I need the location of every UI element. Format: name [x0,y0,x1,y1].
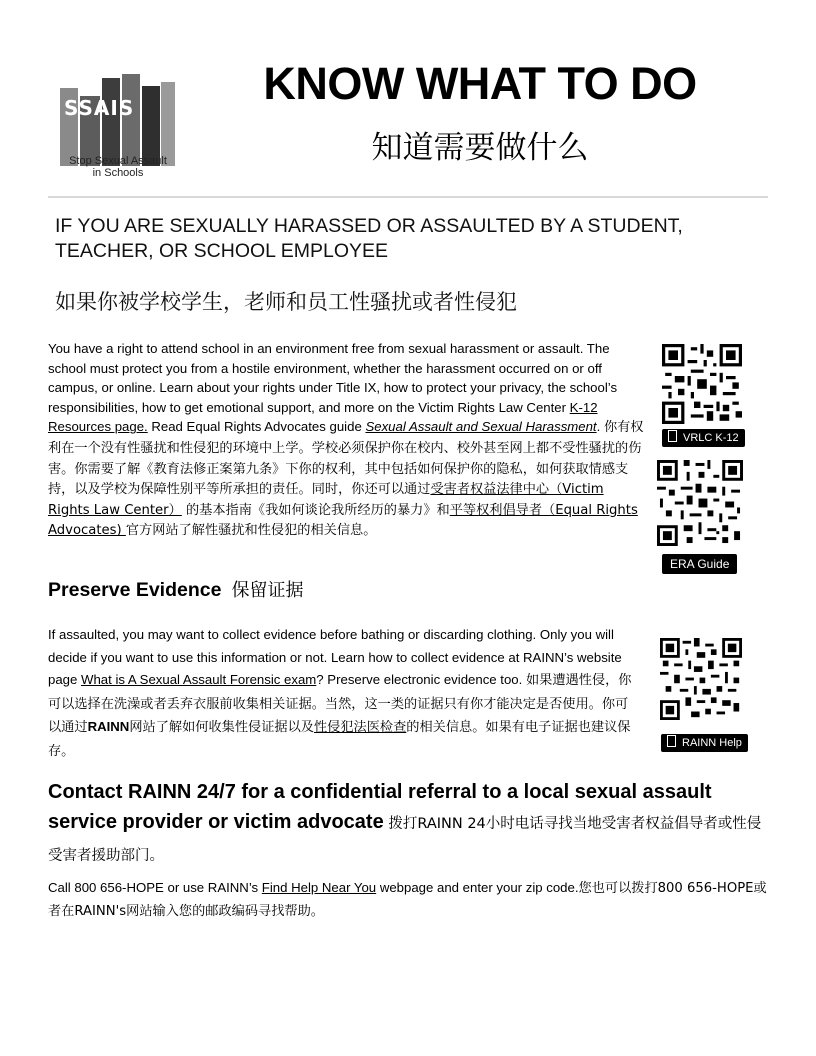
preserve-heading-zh: 保留证据 [231,580,304,601]
preserve-text-1: If assaulted, you may want to collect evidence before bathing or discarding clothing. Only you will decide if you want to use this information or not. Learn how to collect evidence at RAINN’s website page [48,627,622,688]
logo-book [161,82,175,166]
era-qr-label [662,554,737,574]
contact-heading-zh: 拨打RAINN 24小时电话寻找当地受害者权益倡导者或性侵受害者援助部门。 [48,816,762,864]
contact-text-2: webpage and enter your zip code. [376,880,579,895]
page-title: KNOW WHAT TO DO [263,58,697,109]
vrlc-link-zh[interactable]: 受害者权益法律中心（Victim Rights Law Center） [48,482,604,518]
rainn-qr-graphic [660,638,742,720]
section-heading-zh: 如果你被学校学生，老师和员工性骚扰或者性侵犯 [55,290,517,314]
logo-book [142,86,160,166]
preserve-text-zh-2: 网站了解如何收集性侵证据以及 [129,720,314,736]
preserve-text-zh-3: 的相关信息。如果有电子证据也建议保存。 [48,720,631,759]
logo-book [122,74,140,166]
k12-resources-link[interactable]: K-12 Resources page. [48,399,598,435]
rights-text-zh-2: 的基本指南《我如何谈论我所经历的暴力》和 [181,502,450,518]
era-guide-title[interactable] [365,419,596,434]
header-divider [48,196,768,198]
vrlc-qr-label [662,429,745,447]
logo-letters: SSAIS [64,96,135,120]
ssais-logo [58,58,178,188]
forensic-exam-link-zh[interactable]: 性侵犯法医检查 [313,720,407,736]
rainn-qr-code[interactable] [660,638,742,720]
page-title-zh: 知道需要做什么 [371,130,589,166]
rights-text-3: . [596,419,604,435]
contact-paragraph [48,877,768,923]
phone-icon [667,735,676,747]
preserve-text-zh-1: 如果遭遇性侵，你可以选择在洗澡或者丢弃衣服前收集相关证据。当然，这一类的证据只有你才能决定是否使用。你可以通过 [48,673,632,736]
rainn-qr-label-text: RAINN Help [682,737,742,749]
rights-text-zh-3: 官方网站了解性骚扰和性侵犯的相关信息。 [125,523,377,539]
vrlc-qr-label-text: VRLC K-12 [683,432,739,444]
logo-book [102,78,120,166]
contact-text-1: Call 800 656-HOPE or use RAINN’s [48,880,262,895]
preserve-text-2: ? Preserve electronic evidence too. [316,672,526,688]
preserve-paragraph [48,624,640,764]
era-qr-graphic [657,460,743,546]
vrlc-qr-code[interactable] [662,344,742,424]
contact-text-zh: 您也可以拨打800 656-HOPE或者在RAINN's网站输入您的邮政编码寻找帮助。 [48,881,767,919]
era-guide-title-text: Sexual Assault and Sexual Harassment [365,419,597,435]
rainn-name: RAINN [87,719,130,735]
rights-text-2: Read Equal Rights Advocates guide [147,419,366,435]
preserve-evidence-heading [48,576,303,602]
rights-text-1: You have a right to attend school in an environment free from sexual harassment or assault. The school must protect you from a hostile environment, whether the harassment occurred on or off campus, or online. Learn about your rights under Title IX, how to protect your privacy, the school’s responsibilities, how to get emotional support, and more on the Victim Rights Law Center [48,341,618,415]
rainn-qr-label [661,734,748,752]
section-heading-line1: IF YOU ARE SEXUALLY HARASSED OR ASSAULTED BY A STUDENT, [55,215,683,237]
section-heading-line2: TEACHER, OR SCHOOL EMPLOYEE [55,240,389,262]
logo-caption-line1: Stop Sexual Assault [69,155,167,167]
era-link-zh[interactable]: 平等权利倡导者（Equal Rights Advocates) [48,502,638,539]
logo-caption [58,155,178,179]
phone-icon [668,430,677,442]
rights-paragraph [48,339,646,541]
vrlc-qr-graphic [662,344,742,424]
find-help-link[interactable]: Find Help Near You [261,880,377,895]
rights-text-zh-1: 你有权利在一个没有性骚扰和性侵犯的环境中上学。学校必须保护你在校内、校外甚至网上都不受性骚扰的伤害。你需要了解《教育法修正案第九条》下你的权利，其中包括如何保护你的隐私，如何获取情感支持，以及学校为保障性别平等所承担的责任。同时，你还可以通过 [48,420,644,498]
section-heading [55,214,755,264]
era-qr-label-text: ERA Guide [670,557,730,571]
contact-heading [48,777,768,871]
forensic-exam-link[interactable]: What is A Sexual Assault Forensic exam [81,672,317,688]
era-qr-code[interactable] [657,460,743,546]
logo-caption-line2: in Schools [92,167,144,179]
contact-heading-en: Contact RAINN 24/7 for a confidential referral to a local sexual assault service provider or victim advocate [48,781,712,833]
preserve-heading-en: Preserve Evidence [48,579,222,601]
